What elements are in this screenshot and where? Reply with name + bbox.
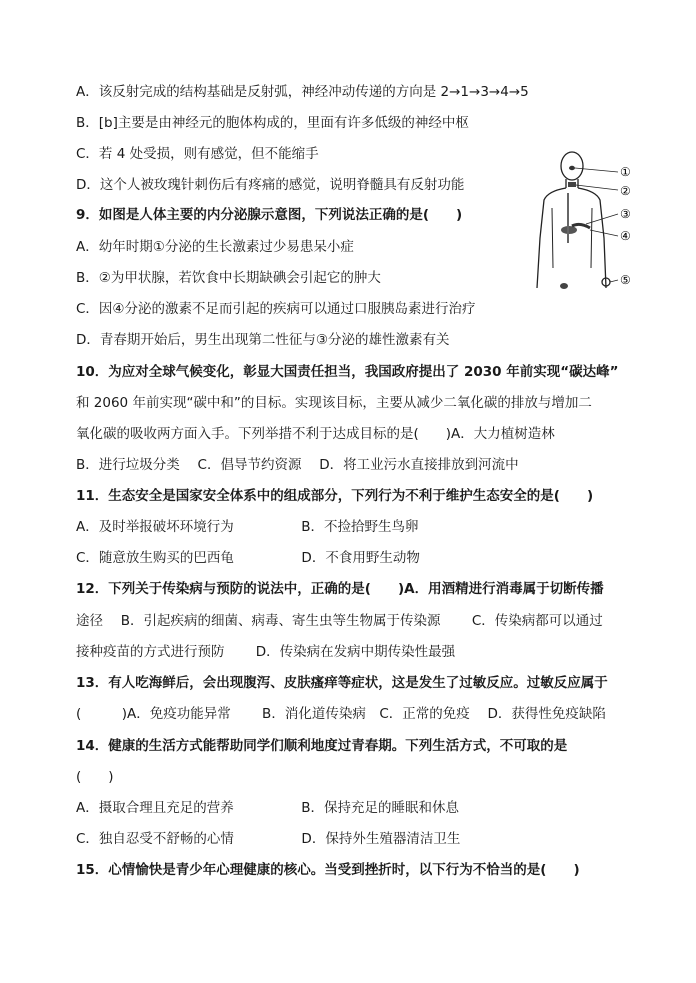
label-3: ③ [620, 207, 631, 221]
label-5: ⑤ [620, 273, 631, 287]
option-14ab: A．摄取合理且充足的营养 B．保持充足的睡眠和休息 [76, 800, 459, 816]
option-9d: D．青春期开始后，男生出现第二性征与③分泌的雄性激素有关 [76, 332, 450, 348]
question-14-line2: ( ) [76, 769, 114, 785]
option-14cd: C．独自忍受不舒畅的心情 D．保持外生殖器清洁卫生 [76, 831, 461, 847]
question-14-line1: 14．健康的生活方式能帮助同学们顺利地度过青春期。下列生活方式，不可取的是 [76, 738, 568, 754]
question-12-line2: 途径 B．引起疾病的细菌、病毒、寄生虫等生物属于传染源 C．传染病都可以通过 [76, 613, 603, 629]
question-11: 11．生态安全是国家安全体系中的组成部分，下列行为不利于维护生态安全的是( ) [76, 488, 594, 504]
question-15: 15．心情愉快是青少年心理健康的核心。当受到挫折时，以下行为不恰当的是( ) [76, 862, 580, 878]
option-8d: D．这个人被玫瑰针刺伤后有疼痛的感觉，说明脊髓具有反射功能 [76, 177, 465, 193]
body-outline-illustration [520, 148, 640, 296]
question-12-line1: 12．下列关于传染病与预防的说法中，正确的是( )A．用酒精进行消毒属于切断传播 [76, 581, 604, 597]
option-8c: C．若 4 处受损，则有感觉，但不能缩手 [76, 146, 319, 162]
question-12-line3: 接种疫苗的方式进行预防 D．传染病在发病中期传染性最强 [76, 644, 456, 660]
option-11cd: C．随意放生购买的巴西龟 D．不食用野生动物 [76, 550, 420, 566]
question-13-line1: 13．有人吃海鲜后，会出现腹泻、皮肤瘙痒等症状，这是发生了过敏反应。过敏反应属于 [76, 675, 608, 691]
question-10-line1: 10．为应对全球气候变化，彰显大国责任担当，我国政府提出了 2030 年前实现“碳达峰” [76, 364, 619, 380]
endocrine-gland-figure [520, 148, 640, 296]
option-11ab: A．及时举报破坏环境行为 B．不捡拾野生鸟卵 [76, 519, 419, 535]
label-4: ④ [620, 229, 631, 243]
option-9b: B．②为甲状腺，若饮食中长期缺碘会引起它的肿大 [76, 270, 381, 286]
option-10bcd: B．进行垃圾分类 C．倡导节约资源 D．将工业污水直接排放到河流中 [76, 457, 519, 473]
option-8a: A．该反射完成的结构基础是反射弧，神经冲动传递的方向是 2→1→3→4→5 [76, 84, 529, 100]
label-1: ① [620, 165, 631, 179]
question-13-line2: ( )A．免疫功能异常 B．消化道传染病 C．正常的免疫 D．获得性免疫缺陷 [76, 706, 606, 722]
question-10-line2: 和 2060 年前实现“碳中和”的目标。实现该目标，主要从减少二氧化碳的排放与增加二 [76, 395, 592, 411]
option-9a: A．幼年时期①分泌的生长激素过少易患呆小症 [76, 239, 354, 255]
question-9: 9．如图是人体主要的内分泌腺示意图，下列说法正确的是( ) [76, 207, 463, 223]
option-9c: C．因④分泌的激素不足而引起的疾病可以通过口服胰岛素进行治疗 [76, 301, 476, 317]
option-8b: B．[b]主要是由神经元的胞体构成的，里面有许多低级的神经中枢 [76, 115, 469, 131]
question-10-line3: 氧化碳的吸收两方面入手。下列举措不利于达成目标的是( )A．大力植树造林 [76, 426, 555, 442]
label-2: ② [620, 184, 631, 198]
